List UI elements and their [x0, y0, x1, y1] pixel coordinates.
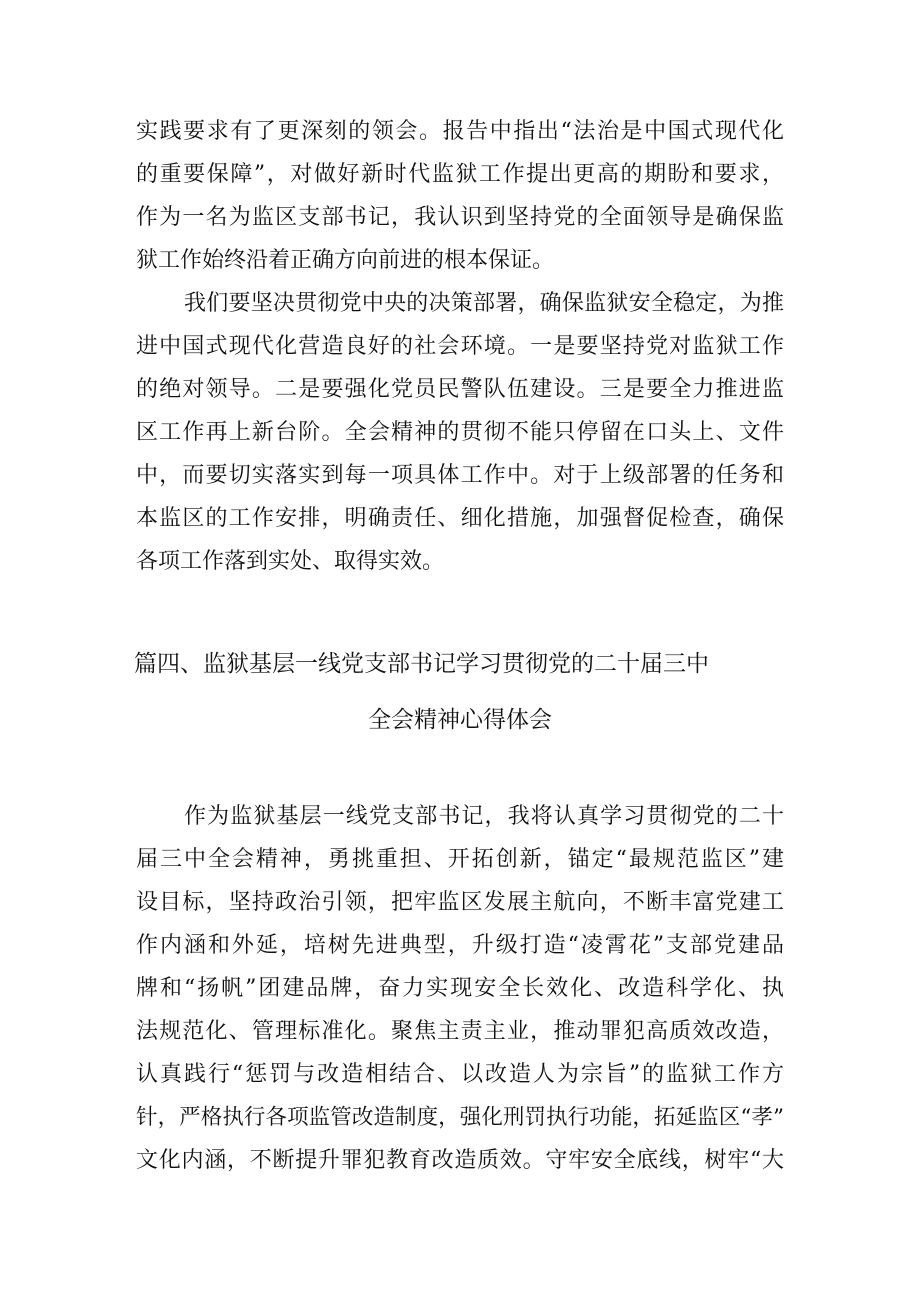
paragraph-2-line-7: 各项工作落到实处、取得实效。 [136, 549, 445, 574]
paragraph-3-line-3: 设目标，坚持政治引领，把牢监区发展主航向，不断丰富党建工 [136, 890, 784, 915]
paragraph-3-line-4: 作内涵和外延，培树先进典型，升级打造“凌霄花”支部党建品 [136, 933, 784, 958]
paragraph-2-line-6: 本监区的工作安排，明确责任、细化措施，加强督促检查，确保 [136, 506, 784, 531]
paragraph-3-line-1: 作为监狱基层一线党支部书记，我将认真学习贯彻党的二十 [184, 804, 784, 829]
paragraph-2-line-5: 中，而要切实落实到每一项具体工作中。对于上级部署的任务和 [136, 463, 784, 488]
paragraph-3-line-7: 认真践行“惩罚与改造相结合、以改造人为宗旨”的监狱工作方 [136, 1062, 784, 1087]
paragraph-3-line-2: 届三中全会精神，勇挑重担、开拓创新，锚定“最规范监区”建 [136, 847, 784, 872]
paragraph-2-line-3: 的绝对领导。二是要强化党员民警队伍建设。三是要全力推进监 [136, 377, 784, 402]
paragraph-1-line-3: 作为一名为监区支部书记，我认识到坚持党的全面领导是确保监 [136, 205, 784, 230]
paragraph-3-line-6: 法规范化、管理标准化。聚焦主责主业，推动罪犯高质效改造， [136, 1019, 784, 1044]
paragraph-2-line-1: 我们要坚决贯彻党中央的决策部署，确保监狱安全稳定，为推 [184, 291, 784, 316]
paragraph-2-line-2: 进中国式现代化营造良好的社会环境。一是要坚持党对监狱工作 [136, 334, 784, 359]
paragraph-1-line-4: 狱工作始终沿着正确方向前进的根本保证。 [136, 248, 555, 273]
paragraph-3-line-8: 针，严格执行各项监管改造制度，强化刑罚执行功能，拓延监区“孝” [136, 1105, 784, 1130]
paragraph-2-line-4: 区工作再上新台阶。全会精神的贯彻不能只停留在口头上、文件 [136, 420, 784, 445]
paragraph-1-line-1: 实践要求有了更深刻的领会。报告中指出“法治是中国式现代化 [136, 119, 784, 144]
paragraph-3-line-5: 牌和“扬帆”团建品牌，奋力实现安全长效化、改造科学化、执 [136, 976, 784, 1001]
paragraph-1-line-2: 的重要保障”，对做好新时代监狱工作提出更高的期盼和要求， [136, 162, 784, 187]
section-title-line-1: 篇四、监狱基层一线党支部书记学习贯彻党的二十届三中 [134, 651, 709, 677]
paragraph-3-line-9: 文化内涵，不断提升罪犯教育改造质效。守牢安全底线，树牢“大 [136, 1148, 784, 1173]
section-title-line-2: 全会精神心得体会 [368, 707, 552, 733]
